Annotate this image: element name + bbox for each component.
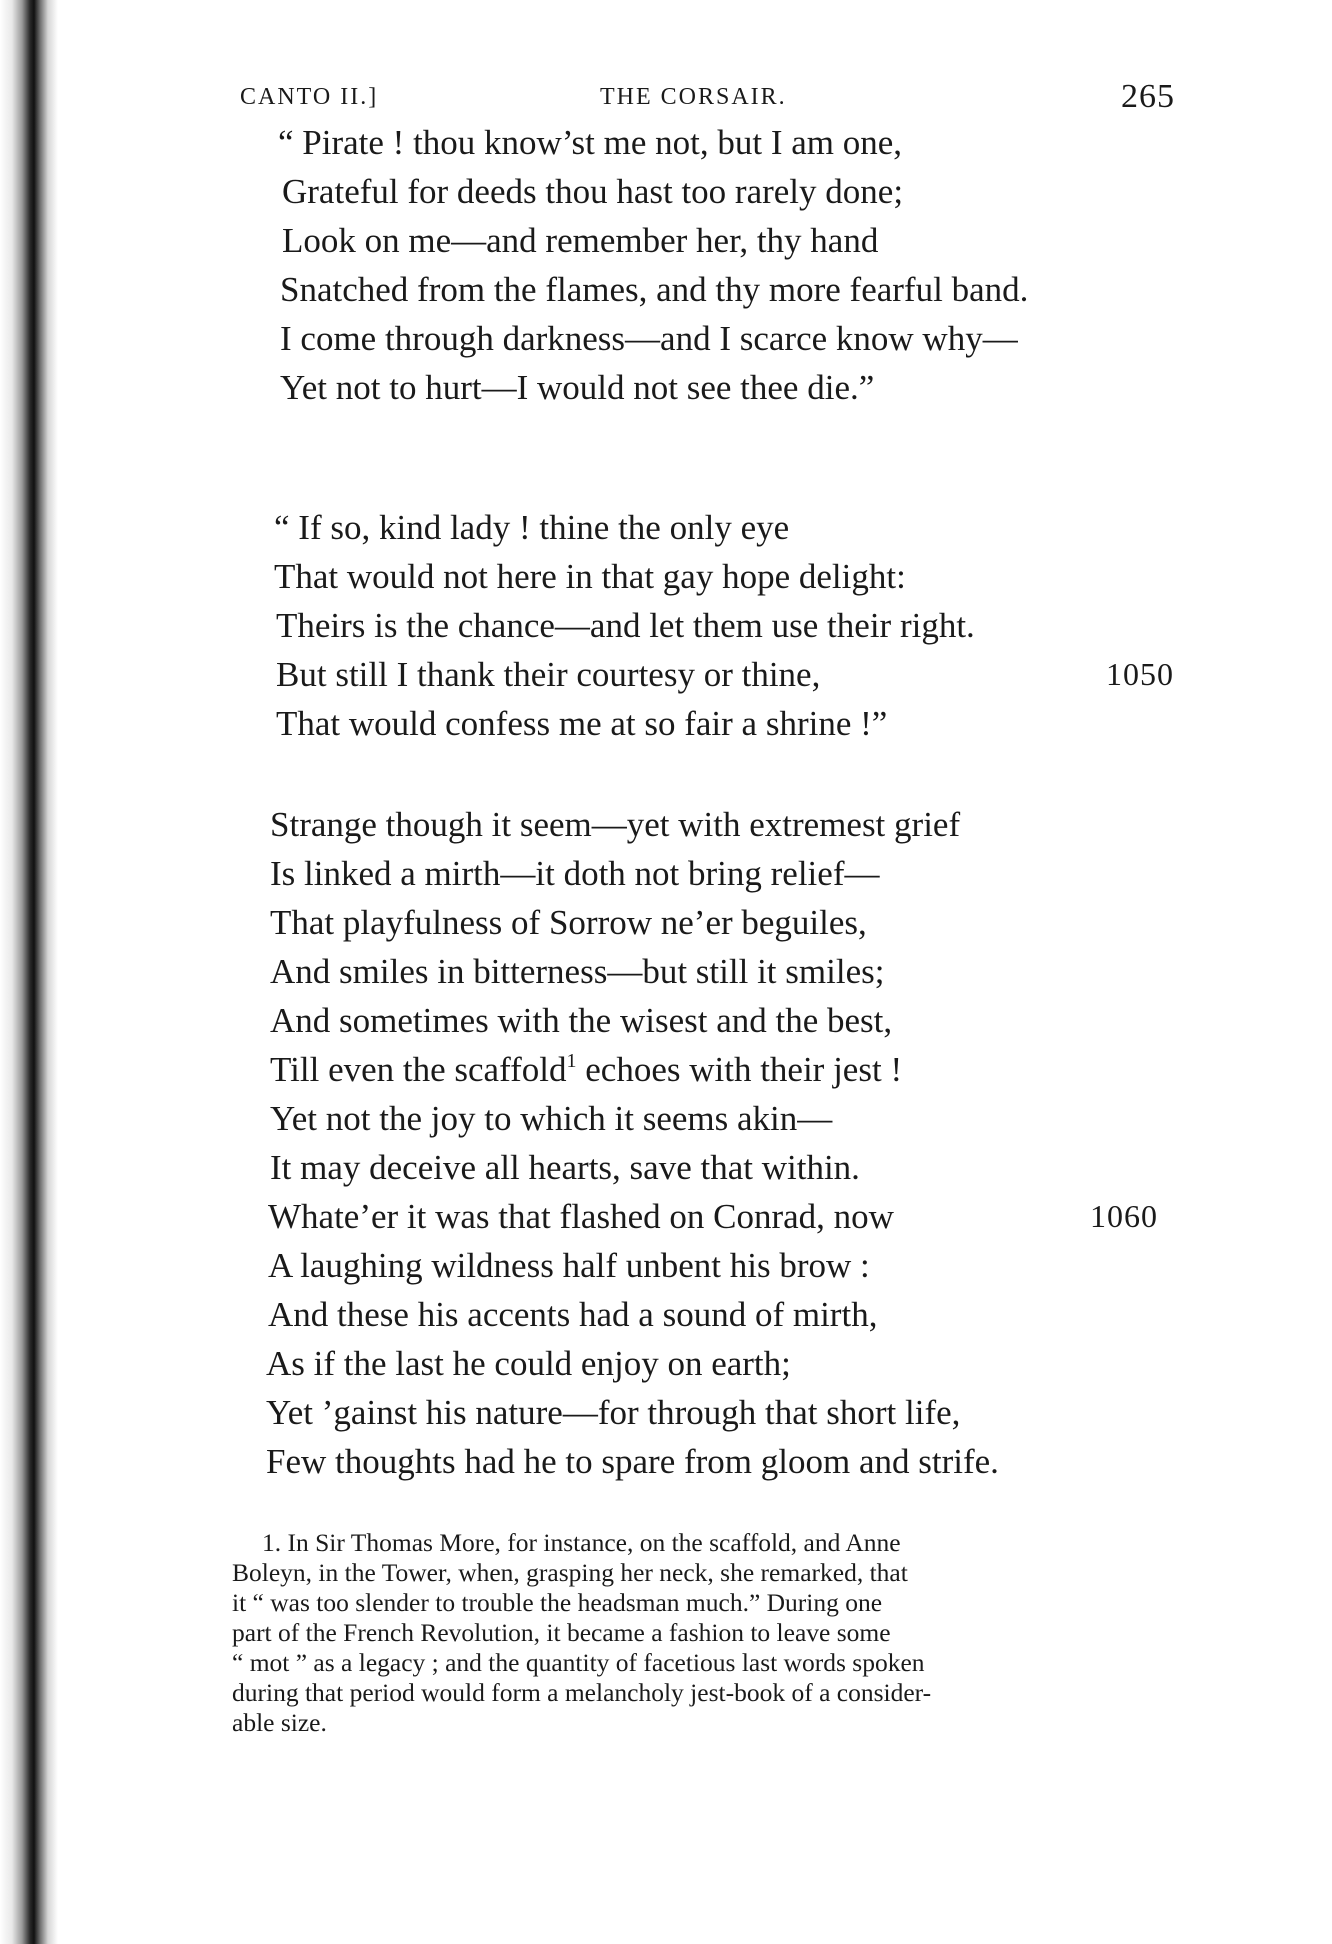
verse-line: It may deceive all hearts, save that within. [270,1148,860,1187]
verse-line: And these his accents had a sound of mirth, [268,1295,878,1334]
verse-line: As if the last he could enjoy on earth; [266,1344,791,1383]
stanza-2 [270,503,1174,748]
verse-line: And sometimes with the wisest and the best, [270,1001,893,1040]
verse-line: Whate’er it was that flashed on Conrad, now 1060 [268,1192,1168,1241]
footnote [232,1528,1167,1738]
verse-line: A laughing wildness half unbent his brow : [268,1246,870,1285]
verse-line: Look on me—and remember her, thy hand [282,221,879,260]
footnote-line: Boleyn, in the Tower, when, grasping her neck, she remarked, that [232,1558,908,1587]
verse-line: Is linked a mirth—it doth not bring relief— [270,854,880,893]
stanza-3 [266,800,1170,1486]
verse-line: Strange though it seem—yet with extremest grief [270,805,961,844]
verse-line: That would confess me at so fair a shrine !” [276,704,888,743]
footnote-line: it “ was too slender to trouble the headsman much.” During one [232,1588,883,1617]
verse-line: But still I thank their courtesy or thine, 1050 [276,650,1176,699]
verse-line: Few thoughts had he to spare from gloom and strife. [266,1442,999,1481]
verse-line: Yet not to hurt—I would not see thee die.” [280,368,875,407]
verse-line: That playfulness of Sorrow ne’er beguiles, [270,903,867,942]
verse-line: Grateful for deeds thou hast too rarely done; [282,172,904,211]
footnote-line: during that period would form a melancholy jest-book of a consider- [232,1678,932,1707]
verse-line: Theirs is the chance—and let them use their right. [276,606,975,645]
verse-line: Till even the scaffold$^1$ echoes with their jest ! [270,1050,903,1089]
verse-line: That would not here in that gay hope delight: [274,557,906,596]
verse-line: “ If so, kind lady ! thine the only eye [274,508,790,547]
book-binding-edge [0,0,58,1944]
footnote-ref: 1 [566,1050,577,1072]
running-header [240,78,1175,118]
verse-line: “ Pirate ! thou know’st me not, but I am one, [278,123,903,162]
book-title: THE CORSAIR. [600,84,787,110]
verse-line: Snatched from the flames, and thy more fearful band. [280,270,1029,309]
line-number: 1060 [1090,1198,1158,1234]
verse-line: I come through darkness—and I scarce know why— [280,319,1018,358]
verse-line: And smiles in bitterness—but still it smiles; [270,952,885,991]
footnote-line: able size. [232,1708,327,1737]
line-number: 1050 [1106,656,1174,692]
stanza-1 [270,118,1170,412]
canto-label: CANTO II.] [240,84,379,110]
page-number: 265 [1121,78,1175,115]
footnote-line: “ mot ” as a legacy ; and the quantity of facetious last words spoken [232,1648,925,1677]
footnote-line: part of the French Revolution, it became a fashion to leave some [232,1618,891,1647]
verse-line: Yet ’gainst his nature—for through that short life, [266,1393,961,1432]
verse-line: Yet not the joy to which it seems akin— [270,1099,833,1138]
footnote-line: 1. In Sir Thomas More, for instance, on the scaffold, and Anne [262,1528,901,1557]
